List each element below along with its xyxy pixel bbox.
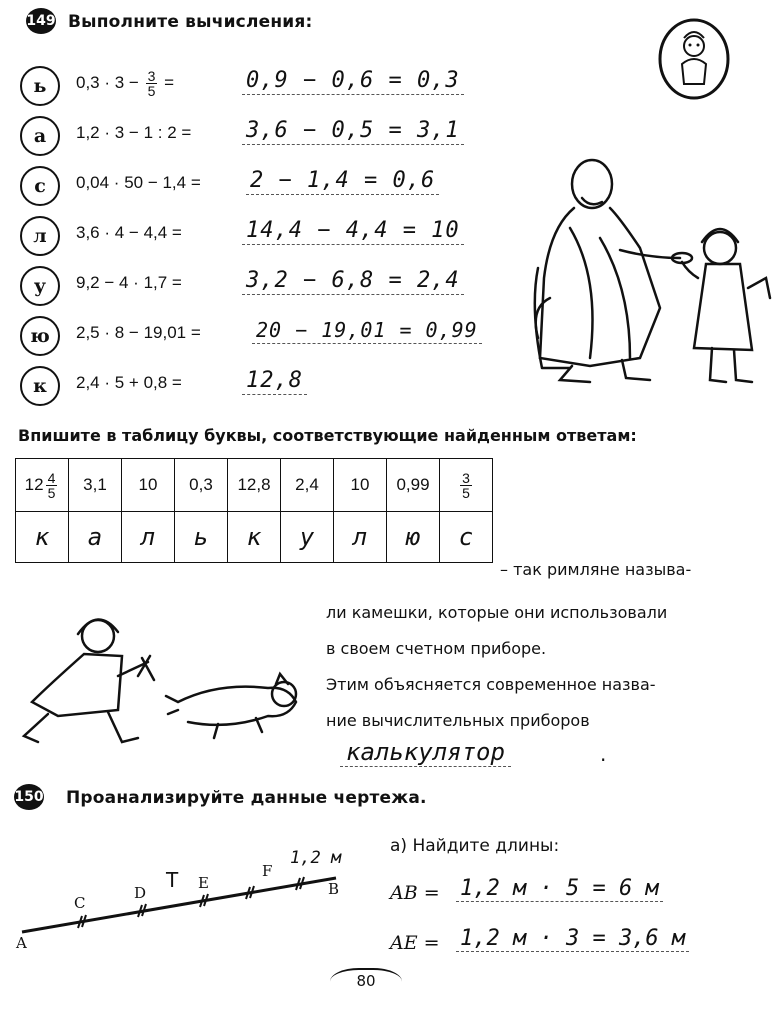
value-cell: 10: [334, 459, 387, 512]
text-line-1: – так римляне называ-: [500, 560, 692, 579]
letter-cell: к: [228, 512, 281, 563]
value-cell: 12,8: [228, 459, 281, 512]
letter-cell: ь: [175, 512, 228, 563]
letter-cell: с: [440, 512, 493, 563]
value-cell: $\frac{3}{5}$: [440, 459, 493, 512]
row-expression: 2,5 · 8 − 19,01 =: [76, 323, 201, 342]
row-expression: 2,4 · 5 + 0,8 =: [76, 373, 182, 392]
measurement-label-ab: AB =: [390, 882, 440, 904]
table-instruction: Впишите в таблицу буквы, соответствующие найденным ответам:: [18, 426, 637, 445]
row-answer: 0,9 − 0,6 = 0,3: [242, 68, 464, 95]
row-letter: а: [20, 116, 60, 156]
value-cell: 0,3: [175, 459, 228, 512]
point-a-label: A: [16, 934, 27, 952]
measurement-value-ae: 1,2 м · 3 = 3,6 м: [456, 926, 689, 952]
point-f-label: F: [262, 862, 273, 880]
row-expression: 3,6 · 4 − 4,4 =: [76, 223, 182, 242]
text-line-3: в своем счетном приборе.: [326, 639, 547, 658]
row-expression: 0,04 · 50 − 1,4 =: [76, 173, 201, 192]
text-line-2: ли камешки, которые они использовали: [326, 603, 668, 622]
calc-row-1: [20, 66, 500, 106]
row-answer: 2 − 1,4 = 0,6: [246, 168, 439, 195]
point-t-label: T: [166, 868, 179, 892]
text-line-4: Этим объясняется современное назва-: [326, 675, 656, 694]
final-answer-dot: .: [600, 742, 607, 766]
letters-row: [16, 512, 493, 563]
row-answer: 3,6 − 0,5 = 3,1: [242, 118, 464, 145]
task-number-badge: 149: [26, 8, 56, 34]
value-cell: 3,1: [69, 459, 122, 512]
final-answer: калькулятор: [340, 738, 511, 767]
letter-cell: ю: [387, 512, 440, 563]
row-letter: л: [20, 216, 60, 256]
point-e-label: E: [198, 874, 209, 892]
calc-row-4: [20, 216, 500, 256]
row-letter: у: [20, 266, 60, 306]
coin-illustration: [658, 18, 730, 100]
task-number-badge-150: 150: [14, 784, 44, 810]
text-line-5: ние вычислительных приборов: [326, 711, 590, 730]
point-b-label: B: [328, 880, 340, 898]
segment-length-label: 1,2 м: [290, 848, 342, 868]
row-expression: 1,2 · 3 − 1 : 2 =: [76, 123, 192, 142]
point-c-label: C: [74, 894, 86, 912]
row-letter: к: [20, 366, 60, 406]
row-answer: 14,4 − 4,4 = 10: [242, 218, 464, 245]
task-title: Выполните вычисления:: [68, 12, 313, 32]
values-row: [16, 459, 493, 512]
roman-and-child-illustration: [530, 158, 775, 398]
value-cell: 12 $\frac{4}{5}$: [16, 459, 69, 512]
page-number: 80: [330, 968, 402, 1002]
point-d-label: D: [134, 884, 147, 902]
task-title-150: Проанализируйте данные чертежа.: [66, 788, 427, 808]
row-letter: ю: [20, 316, 60, 356]
value-cell: 2,4: [281, 459, 334, 512]
letter-cell: к: [16, 512, 69, 563]
value-cell: 0,99: [387, 459, 440, 512]
letter-cell: у: [281, 512, 334, 563]
measurement-label-ae: AE =: [390, 932, 440, 954]
calc-row-3: [20, 166, 500, 206]
measurement-value-ab: 1,2 м · 5 = 6 м: [456, 876, 663, 902]
running-child-and-dog-illustration: [18, 606, 318, 756]
row-expression: 9,2 − 4 · 1,7 =: [76, 273, 182, 292]
row-expression: 0,3 · 3 − $\frac{3}{5}$ =: [76, 68, 175, 99]
row-answer: 20 − 19,01 = 0,99: [252, 318, 482, 344]
letter-cell: л: [122, 512, 175, 563]
subtitle-find-lengths: а) Найдите длины:: [390, 836, 560, 856]
row-answer: 3,2 − 6,8 = 2,4: [242, 268, 464, 295]
value-cell: 10: [122, 459, 175, 512]
row-letter: с: [20, 166, 60, 206]
calc-row-6: [20, 316, 500, 356]
letter-cell: л: [334, 512, 387, 563]
letter-cell: а: [69, 512, 122, 563]
row-letter: ь: [20, 66, 60, 106]
calc-row-5: [20, 266, 500, 306]
calc-row-2: [20, 116, 500, 156]
row-answer: 12,8: [242, 368, 307, 395]
answer-table: [15, 458, 493, 563]
calc-row-7: [20, 366, 500, 406]
segment-line: [22, 878, 336, 932]
